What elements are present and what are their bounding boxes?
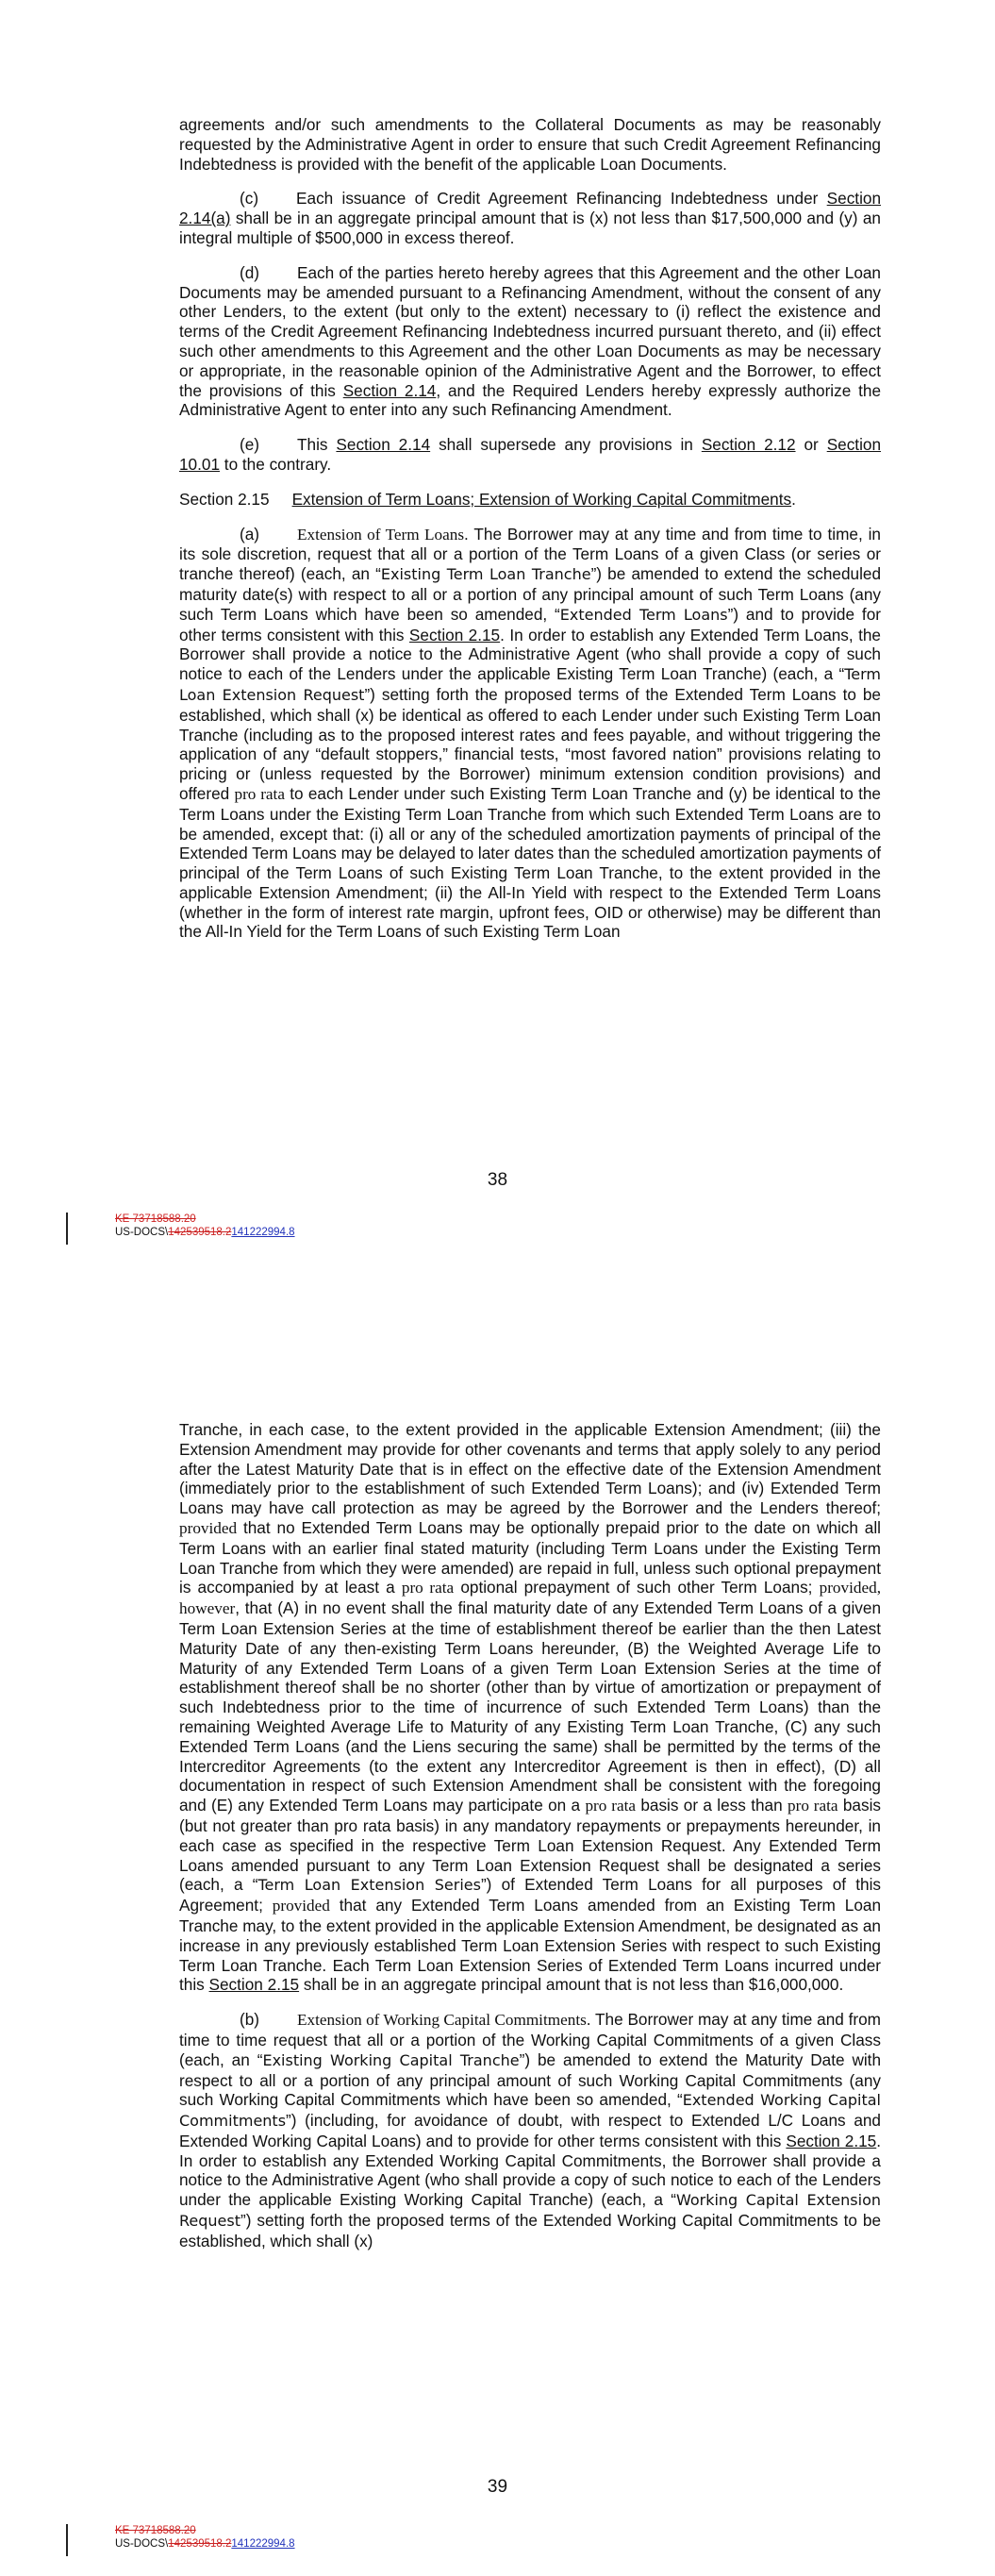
clause-label: (d) [240,262,260,282]
page-39-body [179,1420,881,2267]
change-bar [66,2524,68,2556]
section-title: Extension of Term Loans; Extension of Working Capital Commitments [291,489,792,509]
paragraph-c: (c) Each issuance of Credit Agreement Refinancing Indebtedness under Section 2.14(a) shall be in an aggregate principal amount that is (x) not less than $17,500,000 and (y) an integral multiple of $500,000 in excess thereof. [179,189,881,247]
paragraph-continuation: agreements and/or such amendments to the Collateral Documents as may be reasonably requested by the Administrative Agent in order to ensure that such Credit Agreement Refinancing Indebtedness is provided with the benefit of the applicable Loan Documents. [179,115,881,174]
document-footer [115,1213,295,1239]
proviso: provided [272,1897,330,1915]
paragraph-e: (e) This Section 2.14 shall supersede any provisions in Section 2.12 or Section 10.01 to the contrary. [179,435,882,474]
inserted-doc-id: 141222994.8 [231,2538,295,2550]
us-docs-id: US-DOCS\142539518.2141222994.8 [115,1227,295,1238]
clause-label: (b) [240,2010,260,2030]
ke-doc-id: KE 73718588.20 [115,2525,196,2536]
clause-label: (e) [240,435,260,455]
deleted-doc-id: 142539518.2 [168,1227,232,1238]
change-bar [66,1213,68,1245]
proviso: provided [179,1518,238,1537]
clause-title: Extension of Working Capital Commitments [297,2011,587,2030]
section-ref-link[interactable]: Section 2.15 [208,1975,300,1995]
section-ref-link[interactable]: Section 2.14 [342,380,437,400]
deleted-doc-id: 142539518.2 [168,2538,232,2550]
clause-title: Extension of Term Loans [297,525,465,544]
defined-term: Existing Working Capital Tranche [262,2050,520,2069]
section-ref-link[interactable]: Section 2.14(a) [179,189,881,228]
page-39 [0,1316,995,2576]
section-number: Section 2.15 [179,489,270,509]
defined-term: Term Loan Extension Request [179,665,881,704]
section-ref-link[interactable]: Section 2.15 [408,625,501,644]
defined-term: Extended Working Capital Commitments [179,2091,882,2131]
ke-doc-id: KE 73718588.20 [115,1213,196,1225]
defined-term: Working Capital Extension Request [179,2191,881,2231]
paragraph-d: (d) Each of the parties hereto hereby agrees that this Agreement and the other Loan Documents may be amended pursuant to a Refinancing Amendment, without the consent of any other Lenders, to the extent (but only to the extent) necessary to (i) reflect the existence and terms of the Credit Agreement Refinancing Indebtedness incurred pursuant thereto, and (ii) effect such other amendments to this Agreement and the other Loan Documents as may be necessary or appropriate, in the reasonable opinion of the Administrative Agent and the Borrower, to effect the provisions of this Section 2.14, and the Required Lenders hereby expressly authorize the Administrative Agent to enter into any such Refinancing Amendment. [179,262,882,420]
latin-term: pro rata [788,1797,838,1815]
latin-term: pro rata [401,1579,455,1597]
paragraph-continuation: Tranche, in each case, to the extent provided in the applicable Extension Amendment; (iii) the Extension Amendment may provide for other covenants and terms that apply solely to any period after the Latest Maturity Date that is in effect on the effective date of the Extension Amendment (immediately prior to the establishment of such Extended Term Loans); and (iv) Extended Term Loans may have call protection as may be agreed by the Borrower and the Lenders thereof; provided that no Extended Term Loans may be optionally prepaid prior to the date on which all Term Loans with an earlier final stated maturity (including Term Loans under the Existing Term Loan Tranche from which they were amended) are repaid in full, unless such optional prepayment is accompanied by at least a pro rata optional prepayment of such other Term Loans; provided, however, that (A) in no event shall the final maturity date of any Extended Term Loans of a given Term Loan Extension Series at the time of establishment thereof be earlier than the then Latest Maturity Date of any then-existing Term Loans hereunder, (B) the Weighted Average Life to Maturity of any Extended Term Loans of a given Term Loan Extension Series at the time of establishment thereof shall be no shorter (other than by virtue of amortization or prepayment of such Indebtedness prior to the time of incurrence of such Extended Term Loans) than the remaining Weighted Average Life to Maturity of any Existing Term Loan Tranche, (C) any such Extended Term Loans (and the Liens securing the same) shall be permitted by the terms of the Intercreditor Agreements (to the extent any Intercreditor Agreement is then in effect), (D) all documentation in respect of such Extension Amendment shall be consistent with the foregoing and (E) any Extended Term Loans may participate on a pro rata basis or a less than pro rata basis (but not greater than pro rata basis) in any mandatory repayments or prepayments hereunder, in each case as specified in the respective Term Loan Extension Request. Any Extended Term Loans amended pursuant to any Term Loan Extension Request shall be designated a series (each, a “Term Loan Extension Series”) of Extended Term Loans for all purposes of this Agreement; provided that any Extended Term Loans amended from an Existing Term Loan Tranche may, to the extent provided in the applicable Extension Amendment, be designated as an increase in any previously established Term Loan Extension Series with respect to such Existing Term Loan Tranche. Each Term Loan Extension Series of Extended Term Loans incurred under this Section 2.15 shall be in an aggregate principal amount that is not less than $16,000,000. [179,1420,882,1995]
proviso: provided, however [179,1579,881,1618]
us-docs-id: US-DOCS\142539518.2141222994.8 [115,2538,295,2550]
latin-term: pro rata [234,784,285,803]
page-number: 38 [487,1170,508,1190]
inserted-doc-id: 141222994.8 [231,1227,295,1238]
page-38 [0,0,995,1238]
section-ref-link[interactable]: Section 2.14 [336,435,431,455]
page-38-body [179,115,881,957]
section-heading-2-15: Section 2.15 Extension of Term Loans; Extension of Working Capital Commitments. [179,489,796,509]
section-ref-link[interactable]: Section 2.12 [701,435,796,455]
section-ref-link[interactable]: Section 2.15 [786,2131,877,2150]
clause-label: (c) [240,189,259,209]
section-ref-link[interactable]: Section 10.01 [179,435,882,474]
paragraph-b: (b) Extension of Working Capital Commitments. The Borrower may at any time and from time to time request that all or a portion of the Working Capital Commitments of a given Class (each, an “Existing Working Capital Tranche”) be amended to extend the Maturity Date with respect to all or a portion of any principal amount of such Working Capital Commitments (any such Working Capital Commitments which have been so amended, “Extended Working Capital Commitments”) (including, for avoidance of doubt, with respect to Extended L/C Loans and Extended Working Capital Loans) and to provide for other terms consistent with this Section 2.15. In order to establish any Extended Working Capital Commitments, the Borrower shall provide a notice to the Administrative Agent (who shall provide a copy of such notice to each of the Lenders under the applicable Existing Working Capital Tranche) (each, a “Working Capital Extension Request”) setting forth the proposed terms of the Extended Working Capital Commitments to be established, which shall (x) [179,2010,882,2250]
defined-term: Existing Term Loan Tranche [380,565,591,584]
defined-term: Extended Term Loans [559,605,728,624]
defined-term: Term Loan Extension Series [257,1876,481,1895]
clause-label: (a) [240,524,260,544]
document-footer [115,2524,295,2551]
page-number: 39 [487,2477,508,2497]
paragraph-a: (a) Extension of Term Loans. The Borrower may at any time and from time to time, in its sole discretion, request that all or a portion of the Term Loans of a given Class (or series or tranche thereof) (each, an “Existing Term Loan Tranche”) be amended to extend the scheduled maturity date(s) with respect to all or a portion of any principal amount of such Term Loans (any such Term Loans which have been so amended, “Extended Term Loans”) and to provide for other terms consistent with this Section 2.15. In order to establish any Extended Term Loans, the Borrower shall provide a notice to the Administrative Agent (who shall provide a copy of such notice to each of the Lenders under the applicable Existing Term Loan Tranche) (each, a “Term Loan Extension Request”) setting forth the proposed terms of the Extended Term Loans to be established, which shall (x) be identical as offered to each Lender under such Existing Term Loan Tranche (including as to the proposed interest rates and fees payable, and without triggering the application of any “default stoppers,” financial tests, “most favored nation” provisions relating to pricing or (unless requested by the Borrower) minimum extension condition provisions) and offered pro rata to each Lender under such Existing Term Loan Tranche and (y) be identical to the Term Loans under the Existing Term Loan Tranche from which such Extended Term Loans are to be amended, except that: (i) all or any of the scheduled amortization payments of principal of the Extended Term Loans may be delayed to later dates than the scheduled amortization payments of principal of the Term Loans of such Existing Term Loan Tranche, to the extent provided in the applicable Extension Amendment; (ii) the All-In Yield with respect to the Extended Term Loans (whether in the form of interest rate margin, upfront fees, OID or otherwise) may be different than the All-In Yield for the Term Loans of such Existing Term Loan [179,524,882,942]
latin-term: pro rata [585,1797,636,1815]
